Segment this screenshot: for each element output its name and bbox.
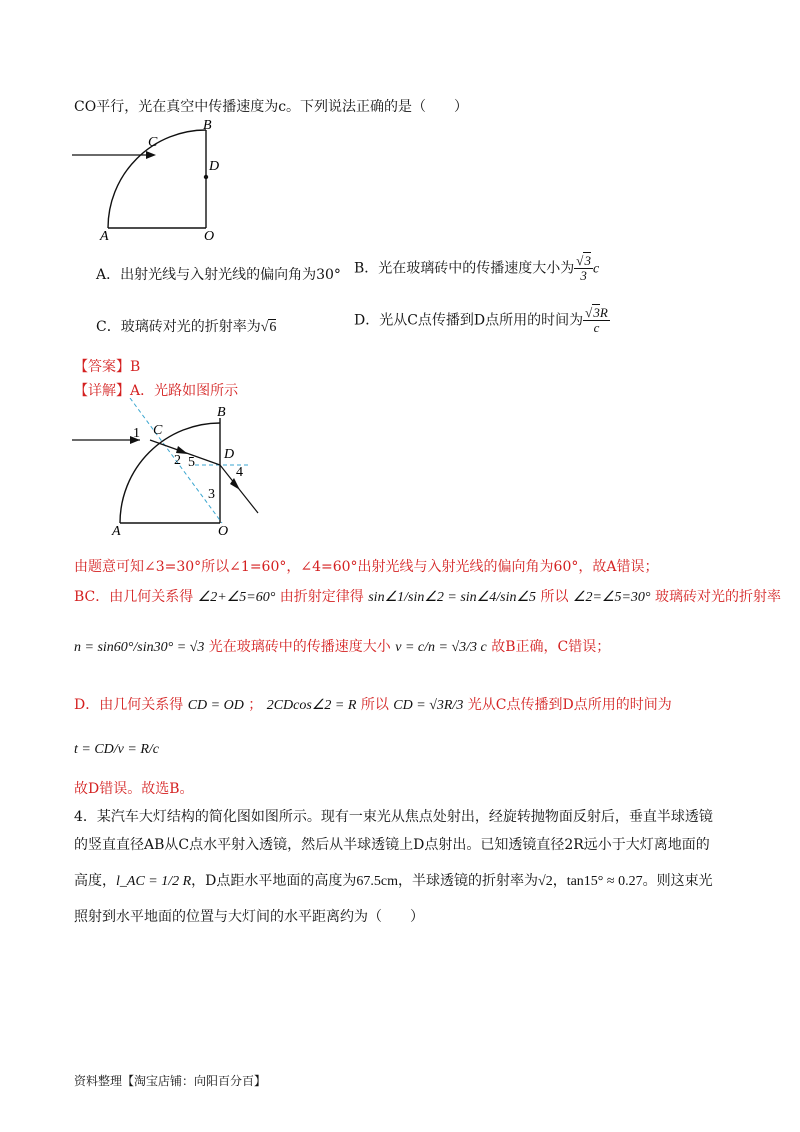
q4-l3-height: 67.5cm: [356, 874, 399, 889]
l4-text-e: 所以: [360, 697, 389, 713]
label-c: C: [148, 135, 158, 150]
option-d-math: $\frac{√3R}{c}$: [585, 305, 608, 335]
label-d: D: [209, 159, 220, 174]
l2-text-e: 所以: [540, 589, 569, 605]
l2-text-a: BC．由几何关系得: [74, 589, 194, 605]
q3-stem: CO平行，光在真空中传播速度为c。下列说法正确的是（ ）: [74, 99, 469, 115]
q4-line-2: 的竖直直径AB从C点水平射入透镜，然后从半球透镜上D点射出。已知透镜直径2R远小于大灯离地面的: [74, 837, 710, 853]
q4-line-3: [74, 870, 713, 890]
q4-l3-e: ，半球透镜的折射率为: [398, 873, 539, 889]
l3-math-v: v = c/n = √3/3 c: [395, 640, 487, 655]
l3-text-b: 光在玻璃砖中的传播速度大小: [208, 639, 391, 655]
angle-4: 4: [236, 465, 243, 480]
l2-math-snell: sin∠1/sin∠2 = sin∠4/sin∠5: [368, 590, 537, 605]
q4-l3-a: 高度，: [74, 873, 116, 889]
l3-math-n: n = sin60°/sin30° = √3: [74, 640, 205, 655]
l3-text-d: 故B正确，C错误；: [491, 639, 611, 655]
angle-2: 2: [174, 453, 181, 468]
answer-tag: 【答案】B: [74, 359, 141, 375]
q4-l3-n: √2: [538, 874, 553, 889]
option-b-text: B．光在玻璃砖中的传播速度大小为: [354, 260, 575, 277]
l2-math-result: ∠2=∠5=30°: [572, 590, 651, 605]
angle-5: 5: [188, 455, 195, 470]
q4-l3-lac: l_AC = 1/2 R: [116, 874, 192, 889]
l4-text-g: 光从C点传播到D点所用的时间为: [467, 697, 672, 713]
l4-math-cd-od: CD = OD: [187, 698, 244, 713]
q4-l3-i: 。则这束光: [642, 873, 713, 889]
option-b: B．光在玻璃砖中的传播速度大小为 $\frac{√3}{3}$ c: [354, 253, 600, 283]
explain-line-1: 由题意可知∠3=30°所以∠1=60°，∠4=60°出射光线与入射光线的偏向角为60°，故A错误；: [74, 559, 659, 575]
figure-quarter-circle: [70, 115, 230, 245]
label-a2: A: [112, 524, 121, 539]
explain-line-6: 故D错误。故选B。: [74, 781, 194, 797]
explain-line-5: t = CD/v = R/c: [74, 742, 159, 757]
angle-3: 3: [208, 487, 215, 502]
l4-math-cd: CD = √3R/3: [393, 698, 464, 713]
option-c-math: √6: [260, 320, 277, 335]
option-d-text: D．光从C点传播到D点所用的时间为: [354, 312, 584, 329]
option-d: [354, 306, 610, 335]
l2-text-g: 玻璃砖对光的折射率: [654, 589, 781, 605]
option-b-math: $\frac{√3}{3}$: [576, 253, 591, 283]
l4-text-sep: ；: [248, 697, 263, 713]
explain-line-3: [74, 636, 610, 656]
label-b2: B: [217, 405, 226, 420]
l4-text-a: D．由几何关系得: [74, 697, 184, 713]
option-c: [96, 316, 276, 336]
explain-line-4: [74, 694, 672, 714]
option-c-text: C．玻璃砖对光的折射率为: [96, 319, 261, 335]
q4-l3-tan: tan15° ≈ 0.27: [566, 874, 643, 889]
label-b: B: [203, 118, 212, 133]
q4-line-1: 4．某汽车大灯结构的简化图如图所示。现有一束光从焦点处射出，经旋转抛物面反射后，垂直半球透镜: [74, 809, 713, 825]
angle-1: 1: [133, 426, 140, 441]
option-a: A．出射光线与入射光线的偏向角为30°: [96, 267, 341, 283]
l2-math-angles: ∠2+∠5=60°: [197, 590, 276, 605]
q4-l3-c: ，D点距水平地面的高度为: [191, 873, 357, 889]
q4-line-4: 照射到水平地面的位置与大灯间的水平距离约为（ ）: [74, 909, 424, 925]
label-a: A: [100, 229, 109, 244]
detail-tag: 【详解】A．光路如图所示: [74, 383, 239, 399]
q4-l3-g: ，: [552, 873, 567, 889]
label-c2: C: [153, 423, 163, 438]
footer-source: 资料整理【淘宝店铺：向阳百分百】: [74, 1074, 267, 1088]
explain-line-2: [74, 586, 781, 606]
l2-text-c: 由折射定律得: [279, 589, 364, 605]
figure-light-path: [70, 398, 270, 543]
label-d2: D: [224, 447, 235, 462]
l4-math-cos: 2CDcos∠2 = R: [266, 698, 357, 713]
label-o: O: [204, 229, 215, 244]
label-o2: O: [218, 524, 229, 539]
